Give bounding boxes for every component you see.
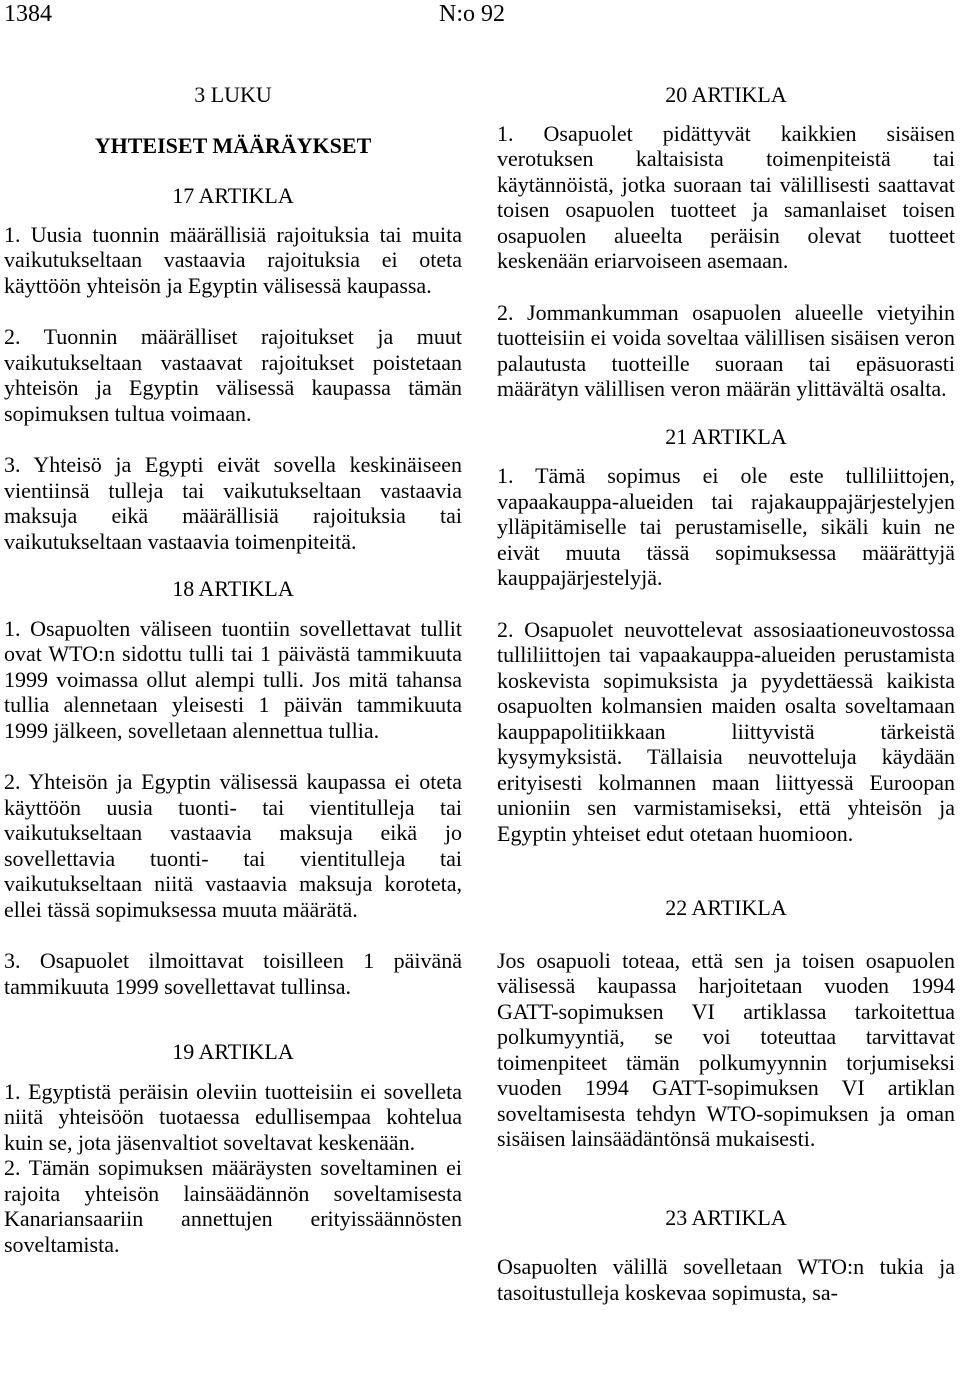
page-header (0, 0, 960, 40)
article-21-paragraph-2: 2. Osapuolet neuvottelevat assosiaationeuvostossa tulliliittojen tai vapaakauppa-alueiden perustamista koskevista sopimuksista ja pyydettäessä kaikista osapuolten kolmansien maiden osalta soveltamaan kauppapolitiikkaan liittyvistä tärkeistä kysymyksistä. Tällaisia neuvotteluja käydään erityisesti kolmannen maan liittyessä Euroopan unioniin sen varmistamiseksi, että yhteisön ja Egyptin yhteiset edut otetaan huomioon. (497, 616, 955, 846)
article-21-paragraph-1: 1. Tämä sopimus ei ole este tulliliittojen, vapaakauppa-alueiden tai rajakauppajärjestelyjen ylläpitämiselle tai perustamiselle, sikäli kuin ne eivät muuta tässä sopimuksessa määrättyjä kauppajärjestelyjä. (497, 463, 955, 590)
article-19-heading: 19 ARTIKLA (172, 1039, 294, 1064)
chapter-number: 3 LUKU (194, 82, 272, 107)
article-18-heading: 18 ARTIKLA (172, 576, 294, 601)
article-17-paragraph-3: 3. Yhteisö ja Egypti eivät sovella keskinäiseen vientiinsä tulleja tai vaikutukseltaan vastaavia maksuja eikä määrällisiä rajoituksia tai vaikutukseltaan vastaavia toimenpiteitä. (4, 452, 462, 554)
article-20-paragraph-2: 2. Jommankumman osapuolen alueelle vietyihin tuotteisiin ei voida soveltaa välillisen sisäisen veron palautusta tuotteille suoraan tai epäsuorasti määrätyn välillisen veron määrän ylittävältä osalta. (497, 299, 955, 401)
article-17-paragraph-1: 1. Uusia tuonnin määrällisiä rajoituksia tai muita vaikutukseltaan vastaavia rajoituksia ei oteta käyttöön yhteisön ja Egyptin välisessä kaupassa. (4, 221, 462, 298)
article-20-paragraph-1: 1. Osapuolet pidättyvät kaikkien sisäisen verotuksen kaltaisista toimenpiteistä tai käytännöistä, jotka suoraan tai välillisesti saattavat toisen osapuolen tuotteet ja samanlaiset toisen osapuolen alueelta peräisin olevat tuotteet keskenään eriarvoiseen asemaan. (497, 120, 955, 273)
article-21-heading: 21 ARTIKLA (665, 423, 787, 449)
article-18-paragraph-3: 3. Osapuolet ilmoittavat toisilleen 1 päivänä tammikuuta 1999 sovellettavat tullinsa. (4, 948, 462, 999)
right-column (497, 82, 955, 1305)
article-22-heading: 22 ARTIKLA (665, 895, 787, 920)
issue-number: N:o 92 (439, 1, 505, 27)
article-20-heading: 20 ARTIKLA (665, 82, 787, 107)
article-23-heading: 23 ARTIKLA (665, 1204, 787, 1230)
article-19-paragraph-2: 2. Tämän sopimuksen määräysten soveltaminen ei rajoita yhteisön lainsäädännön soveltamisesta Kanariansaariin annettujen erityissäännösten soveltamista. (4, 1155, 462, 1257)
article-17-heading: 17 ARTIKLA (172, 183, 294, 208)
article-18-paragraph-2: 2. Yhteisön ja Egyptin välisessä kaupassa ei oteta käyttöön uusia tuonti- tai vientitulleja tai vaikutukseltaan vastaavia maksuja eikä jo sovellettavia tuonti- tai vientitulleja tai vaikutukseltaan niitä vastaavia maksuja koroteta, ellei tässä sopimuksessa muuta määrätä. (4, 769, 462, 922)
article-22-paragraph-1: Jos osapuoli toteaa, että sen ja toisen osapuolen välisessä kaupassa harjoitetaan vuoden 1994 GATT-sopimuksen VI artiklassa tarkoitettua polkumyyntiä, se voi toteuttaa tarvittavat toimenpiteet tämän polkumyynnin torjumiseksi vuoden 1994 GATT-sopimuksen VI artiklan soveltamisesta tehdyn WTO-sopimuksen ja oman sisäisen lainsäädäntönsä mukaisesti. (497, 947, 955, 1151)
article-23-paragraph-1: Osapuolten välillä sovelletaan WTO:n tukia ja tasoitustulleja koskevaa sopimusta, sa- (497, 1254, 955, 1305)
left-column (4, 82, 462, 1257)
article-18-paragraph-1: 1. Osapuolten väliseen tuontiin sovellettavat tullit ovat WTO:n sidottu tulli tai 1 päivästä tammikuuta 1999 voimassa ollut alempi tulli. Jos mitä tahansa tullia alennetaan yleisesti 1 päivän tammikuuta 1999 jälkeen, sovelletaan alennettua tullia. (4, 615, 462, 743)
page-number: 1384 (4, 1, 52, 27)
chapter-title: YHTEISET MÄÄRÄYKSET (94, 132, 372, 158)
article-19-paragraph-1: 1. Egyptistä peräisin oleviin tuotteisiin ei sovelleta niitä yhteisöön tuotaessa edullisempaa kohtelua kuin se, jota jäsenvaltiot soveltavat keskenään. (4, 1078, 462, 1155)
article-17-paragraph-2: 2. Tuonnin määrälliset rajoitukset ja muut vaikutukseltaan vastaavat rajoitukset poistetaan yhteisön ja Egyptin välisessä kaupassa tämän sopimuksen tultua voimaan. (4, 324, 462, 426)
